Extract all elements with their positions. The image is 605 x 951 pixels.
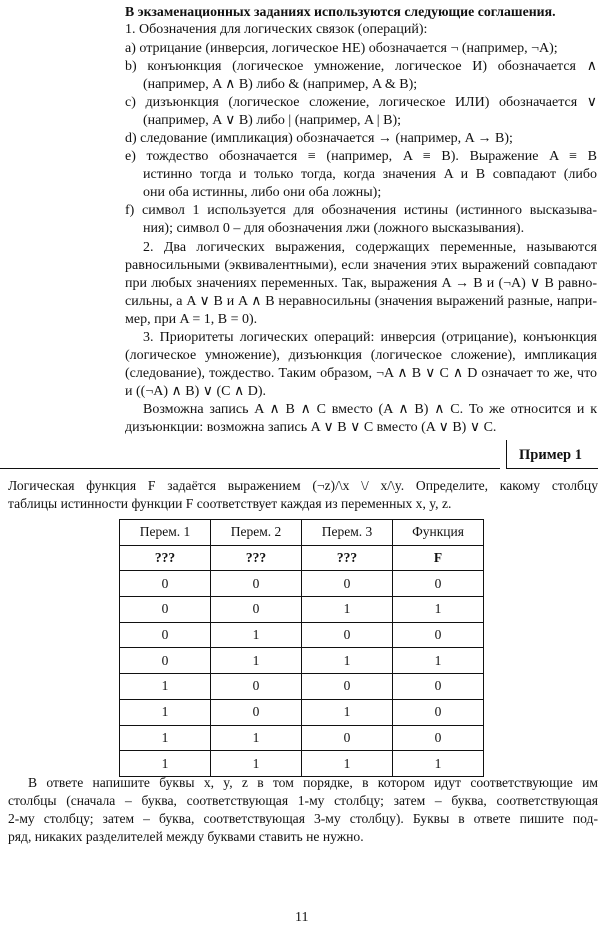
answer-line3: 2-му столбцу; затем – буква, соответствующая 3-му столбцу). Буквы в ответе пишите под- [8,811,598,826]
table-cell: 0 [120,597,211,623]
table-cell: 1 [120,699,211,725]
convention-disjunction-line1: c) дизъюнкция (логическое сложение, логическое ИЛИ) обозначается ∨ [125,95,597,110]
table-cell: 0 [393,674,484,700]
task-line2: таблицы истинности функции F соответствует каждая из переменных x, y, z. [8,496,452,511]
header-cell: Перем. 2 [211,520,302,546]
table-row [120,571,484,597]
page-number: 11 [295,910,309,925]
table-cell: 1 [302,648,393,674]
table-cell: 1 [302,597,393,623]
paragraph-3-line3: (следование), тождество. Таким образом, ¬A ∧ B ∨ C ∧ D означает то же, что [125,366,597,381]
table-cell: 0 [393,725,484,751]
truth-table-subheader-row [120,545,484,571]
table-cell: 0 [393,699,484,725]
convention-implication: d) следование (импликация) обозначается → (например, A → B); [125,131,513,146]
convention-truth-symbols-line2: ния); символ 0 – для обозначения лжи (ложного высказывания). [143,221,525,236]
paragraph-2-line3: при любых значениях переменных. Так, выражения A → B и (¬A) ∨ B равно- [125,276,597,291]
paragraph-2-line5: мер, при A = 1, B = 0). [125,312,258,327]
table-cell: 0 [302,725,393,751]
convention-equivalence-line2: истинно тогда и только тогда, когда значения A и B совпадают (либо [143,167,597,182]
answer-line4: ряд, никаких разделителей между буквами ставить не нужно. [8,829,364,844]
table-row [120,725,484,751]
table-cell: 0 [120,622,211,648]
table-cell: 0 [120,648,211,674]
conventions-item-1-title: 1. Обозначения для логических связок (операций): [125,22,428,37]
conventions-header: В экзаменационных заданиях используются следующие соглашения. [125,4,556,19]
convention-disjunction-line2: (например, A ∨ B) либо | (например, A | B); [143,113,402,128]
table-cell: 1 [211,622,302,648]
table-cell: 1 [393,751,484,777]
table-cell: 1 [302,751,393,777]
task-line1: Логическая функция F задаётся выражением (¬z)/\x \/ x/\y. Определите, какому столбцу [8,478,598,493]
table-row [120,674,484,700]
paragraph-3-line1: 3. Приоритеты логических операций: инверсия (отрицание), конъюнкция [143,330,597,345]
answer-line2: столбцы (сначала – буква, соответствующая 1-му столбцу; затем – буква, соответствующая [8,793,598,808]
convention-conjunction-line2: (например, A ∧ B) либо & (например, A & B); [143,77,418,92]
table-cell: 1 [393,597,484,623]
paragraph-2-line2: равносильными (эквивалентными), если значения этих выражений совпадают [125,258,597,273]
header-cell: Функция [393,520,484,546]
example-separator-rule [0,468,500,469]
table-cell: 0 [393,622,484,648]
table-cell: 1 [211,725,302,751]
table-row [120,751,484,777]
subheader-cell: ??? [120,545,211,571]
truth-table-header-row [120,520,484,546]
table-cell: 0 [211,699,302,725]
paragraph-2-line4: сильны, а A ∨ B и A ∧ B неравносильны (значения выражений разные, напри- [125,294,597,309]
table-cell: 0 [211,597,302,623]
table-cell: 0 [302,622,393,648]
subheader-cell: F [393,545,484,571]
answer-line1: В ответе напишите буквы x, y, z в том порядке, в котором идут соответствующие им [28,775,598,790]
table-cell: 0 [211,674,302,700]
table-cell: 1 [120,674,211,700]
table-cell: 1 [302,699,393,725]
convention-truth-symbols-line1: f) символ 1 используется для обозначения истины (истинного высказыва- [125,203,597,218]
example-title: Пример 1 [519,447,582,463]
table-row [120,648,484,674]
subheader-cell: ??? [302,545,393,571]
table-cell: 1 [393,648,484,674]
table-row [120,597,484,623]
table-cell: 1 [211,751,302,777]
subheader-cell: ??? [211,545,302,571]
header-cell: Перем. 1 [120,520,211,546]
table-cell: 1 [120,725,211,751]
convention-negation: a) отрицание (инверсия, логическое НЕ) обозначается ¬ (например, ¬A); [125,41,558,56]
table-cell: 0 [302,571,393,597]
table-row [120,699,484,725]
table-cell: 0 [302,674,393,700]
table-cell: 1 [120,751,211,777]
table-cell: 0 [120,571,211,597]
paragraph-4-line1: Возможна запись A ∧ B ∧ C вместо (A ∧ B) ∧ C. То же относится и к [143,402,597,417]
table-cell: 1 [211,648,302,674]
paragraph-4-line2: дизъюнкции: возможна запись A ∨ B ∨ C вместо (A ∨ B) ∨ C. [125,420,497,435]
paragraph-2-line1: 2. Два логических выражения, содержащих переменные, называются [143,240,597,255]
header-cell: Перем. 3 [302,520,393,546]
example-box-left-rule [506,440,507,468]
convention-equivalence-line3: они оба истинны, либо они оба ложны); [143,185,382,200]
truth-table [119,519,484,777]
table-cell: 0 [393,571,484,597]
convention-conjunction-line1: b) конъюнкция (логическое умножение, логическое И) обозначается ∧ [125,59,597,74]
paragraph-3-line4: и ((¬A) ∧ B) ∨ (C ∧ D). [125,384,266,399]
paragraph-3-line2: (логическое умножение), дизъюнкция (логическое сложение), импликация [125,348,597,363]
table-cell: 0 [211,571,302,597]
convention-equivalence-line1: e) тождество обозначается ≡ (например, A ≡ B). Выражение A ≡ B [125,149,597,164]
table-row [120,622,484,648]
example-box-bottom-rule [506,468,598,469]
